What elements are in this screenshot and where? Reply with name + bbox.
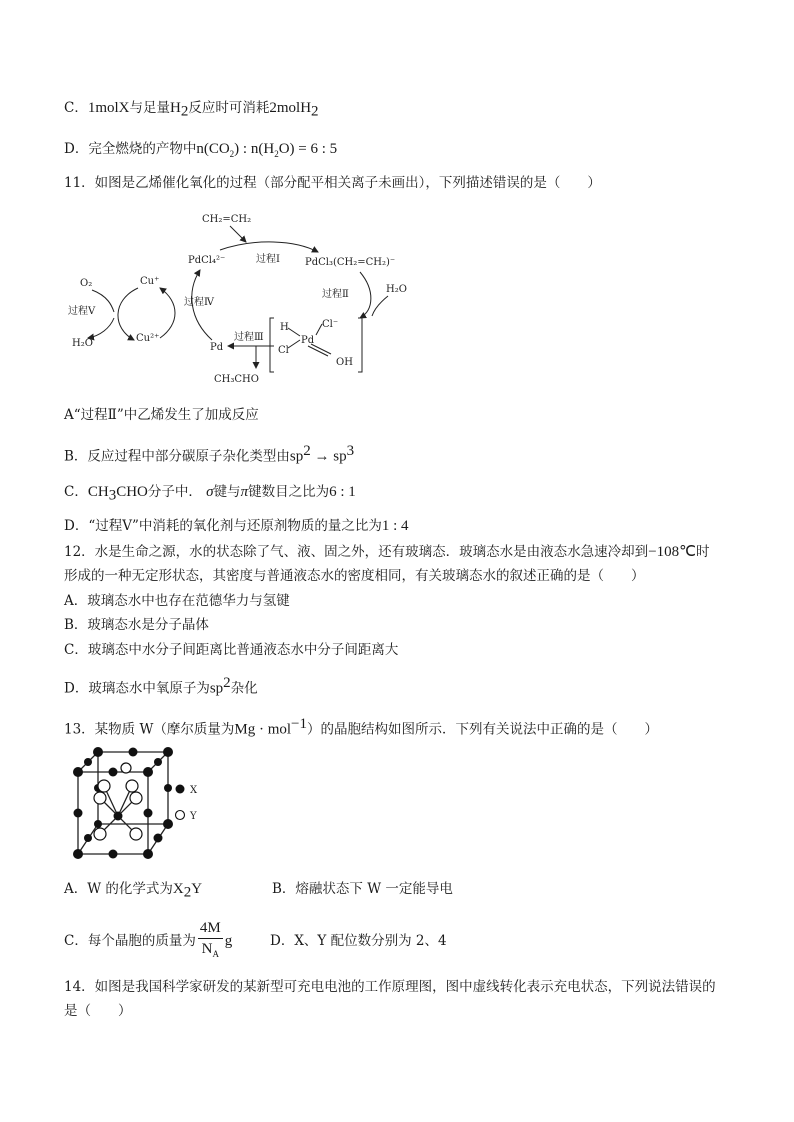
q11-option-b: B．反应过程中部分碳原子杂化类型由$sp^2 \to sp^3$ — [64, 443, 355, 465]
process-1-label: 过程Ⅰ — [256, 254, 280, 265]
h2o-out-label: H₂O — [72, 338, 93, 349]
ethylene-label: CH₂=CH₂ — [202, 214, 252, 225]
q13-stem: 13．某物质 W（摩尔质量为Mg · mol$^{-1}$）的晶胞结构如图所示．下列有关说法中正确的是（ ） — [64, 716, 658, 738]
q10-option-c: C．1molX与足量$H_2$反应时可消耗2molH$_2$ — [64, 100, 319, 120]
q14-stem-line1: 14．如图是我国科学家研发的某新型可充电电池的工作原理图，图中虚线转化表示充电状态，下列说法错误的 — [64, 979, 716, 995]
q13-option-b: B．熔融状态下 W 一定能导电 — [272, 881, 453, 897]
process-2-label: 过程Ⅱ — [322, 289, 349, 300]
q11-option-d: D．“过程Ⅴ”中消耗的氧化剂与还原剂物质的量之比为1 : 4 — [64, 518, 409, 534]
q11-option-a: A“过程Ⅱ”中乙烯发生了加成反应 — [64, 407, 259, 423]
q12-option-d: D．玻璃态水中氧原子为$sp^2$杂化 — [64, 675, 258, 697]
q11-option-c: C．$CH_3CHO$分子中． σ键与π键数目之比为6 : 1 — [64, 484, 356, 504]
legend-y-label: Y — [190, 811, 197, 822]
h2o-in-label: H₂O — [386, 284, 407, 295]
cu2-plus-label: Cu²⁺ — [136, 333, 160, 344]
q12-stem-line2: 形成的一种无定形状态，其密度与普通液态水的密度相同，有关玻璃态水的叙述正确的是（ ） — [64, 568, 645, 584]
q14-stem-line2: 是（ ） — [64, 1003, 132, 1019]
pdcl3-complex-label: PdCl₃(CH₂=CH₂)⁻ — [305, 257, 396, 268]
q12-stem-line1: 12．水是生命之源，水的状态除了气、液、固之外，还有玻璃态．玻璃态水是由液态水急速冷却到−108℃时 — [64, 544, 710, 560]
legend-x-icon — [176, 785, 185, 794]
q10-option-d: D．完全燃烧的产物中$n(CO_2)$ : $n(H_2O) = 6$ : 5 — [64, 141, 338, 159]
acetaldehyde-label: CH₃CHO — [214, 374, 259, 385]
complex-oh: OH — [336, 357, 353, 368]
q13-option-d: D．X、Y 配位数分别为 2、4 — [270, 933, 447, 949]
q13-crystal-cell-diagram — [70, 742, 220, 866]
q11-stem: 11．如图是乙烯催化氧化的过程（部分配平相关离子未画出），下列描述错误的是（ ） — [64, 175, 601, 191]
process-5-label: 过程Ⅴ — [68, 306, 96, 317]
mass-fraction: $\frac{4M}{N_A}$ — [199, 920, 221, 959]
complex-h: H — [280, 322, 289, 333]
cu-plus-label: Cu⁺ — [140, 276, 160, 287]
pdcl4-label: PdCl₄²⁻ — [188, 255, 226, 266]
q11-catalytic-cycle-diagram — [60, 200, 480, 395]
q13-option-a: A．W 的化学式为$X_2Y$ — [64, 881, 203, 901]
complex-pd: Pd — [301, 335, 315, 346]
process-3-label: 过程Ⅲ — [234, 332, 264, 343]
o2-label: O₂ — [80, 278, 93, 289]
q12-option-b: B．玻璃态水是分子晶体 — [64, 617, 209, 633]
legend-y-icon — [176, 811, 185, 820]
q13-option-c: C．每个晶胞的质量为 $\frac{4M}{N_A}$ g — [64, 918, 232, 964]
pd-label: Pd — [210, 342, 224, 353]
complex-cl-top: Cl⁻ — [322, 319, 339, 330]
q12-option-a: A．玻璃态水中也存在范德华力与氢键 — [64, 593, 290, 609]
legend-x-label: X — [190, 785, 198, 796]
q12-option-c: C．玻璃态中水分子间距离比普通液态水中分子间距离大 — [64, 642, 399, 658]
complex-cl-left: Cl — [278, 345, 289, 356]
process-4-label: 过程Ⅳ — [184, 297, 214, 308]
